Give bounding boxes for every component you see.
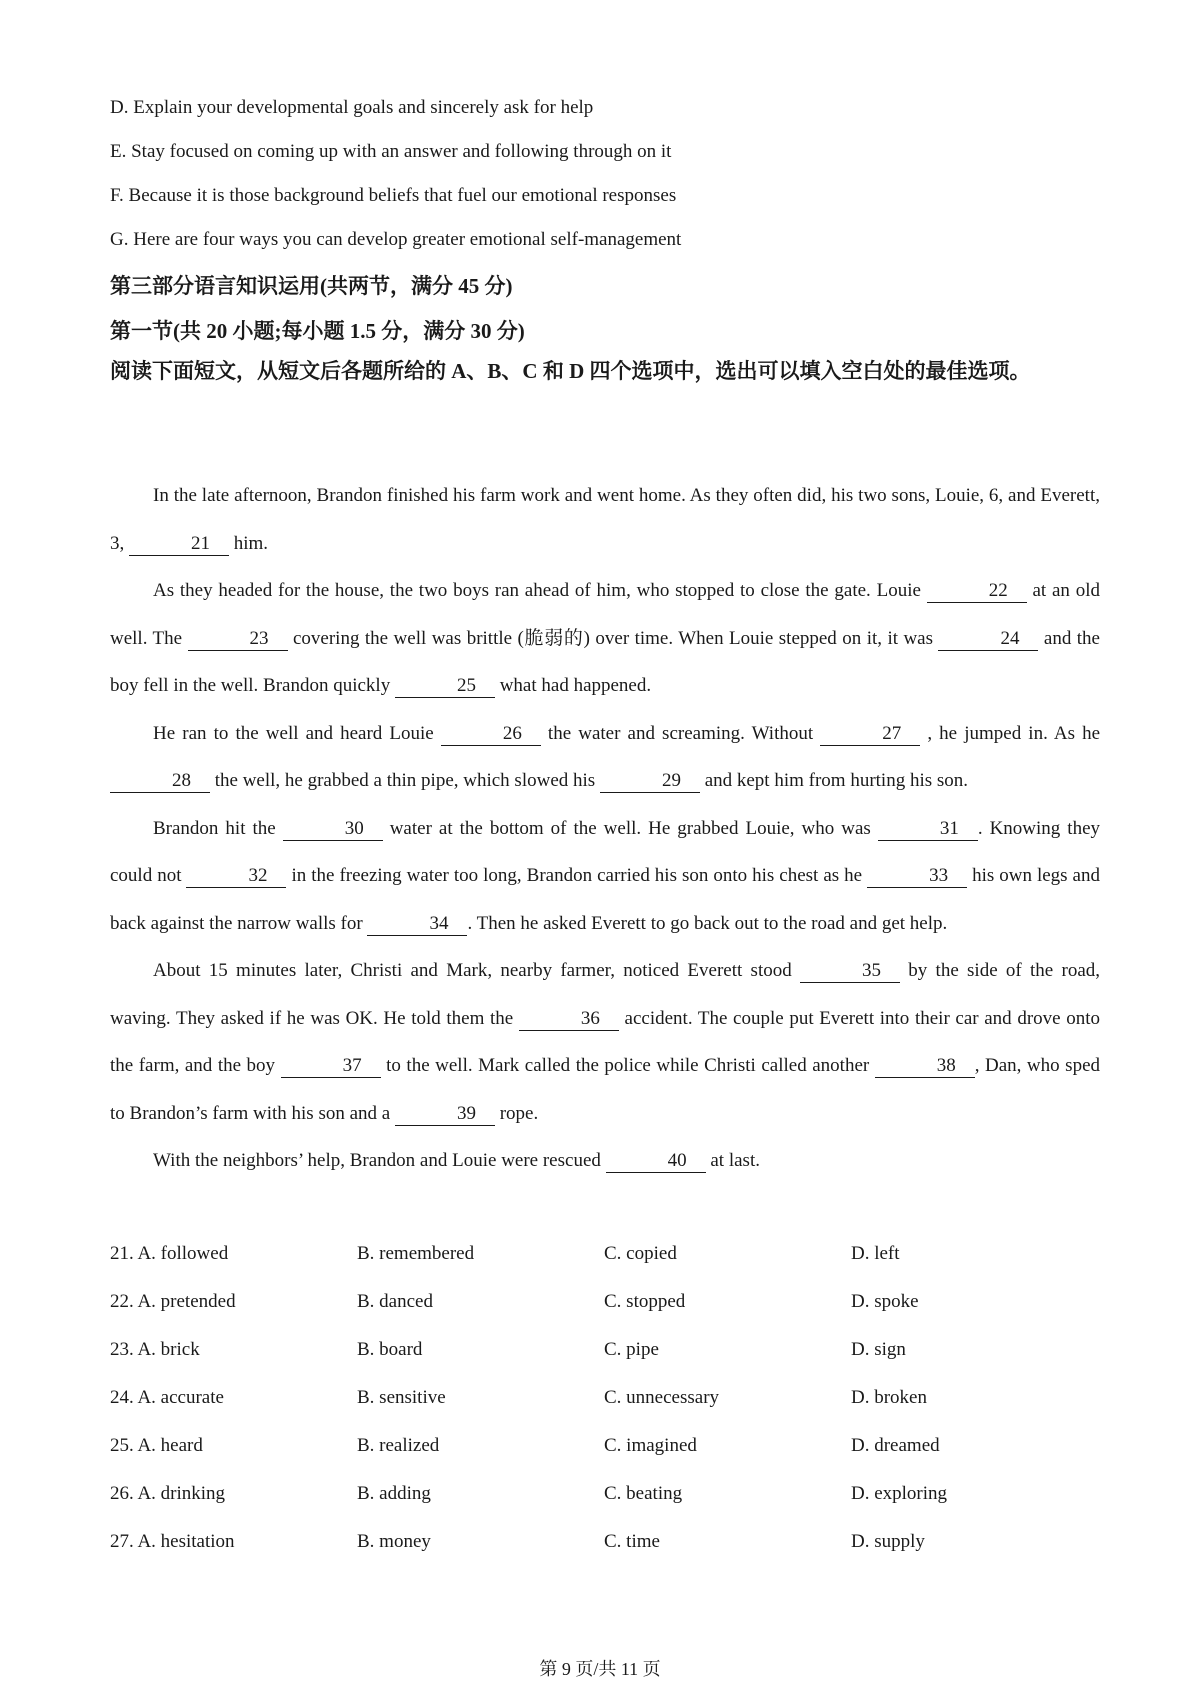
blank-23: 23 bbox=[188, 628, 288, 651]
option-d: D. Explain your developmental goals and sincerely ask for help bbox=[110, 97, 594, 118]
paragraph-3: He ran to the well and heard Louie 26 the water and screaming. Without 27 , he jumped in. As he 28 the well, he grabbed a thin pipe, which slowed his 29 and kept him from hurting his son. bbox=[110, 710, 1100, 805]
choice-b: B. danced bbox=[357, 1291, 433, 1312]
question-25 bbox=[110, 1435, 1110, 1465]
blank-32: 32 bbox=[186, 865, 286, 888]
option-g: G. Here are four ways you can develop greater emotional self-management bbox=[110, 229, 682, 250]
choice-b: B. sensitive bbox=[357, 1387, 446, 1408]
option-f: F. Because it is those background beliefs that fuel our emotional responses bbox=[110, 185, 677, 206]
choice-b: B. remembered bbox=[357, 1243, 475, 1264]
question-24 bbox=[110, 1387, 1110, 1417]
choice-d: D. exploring bbox=[851, 1483, 948, 1504]
choice-c: C. stopped bbox=[604, 1291, 686, 1312]
blank-31: 31 bbox=[878, 818, 978, 841]
cloze-passage bbox=[110, 472, 1100, 1185]
blank-22: 22 bbox=[927, 580, 1027, 603]
choice-a: 22. A. pretended bbox=[110, 1291, 236, 1312]
paragraph-2: As they headed for the house, the two boys ran ahead of him, who stopped to close the gate. Louie 22 at an old well. The 23 covering the well was brittle (脆弱的) over time. When Louie stepped on it, it was 24 and the boy fell in the well. Brandon quickly 25 what had happened. bbox=[110, 580, 1100, 696]
blank-24: 24 bbox=[938, 628, 1038, 651]
blank-30: 30 bbox=[283, 818, 383, 841]
choice-c: C. beating bbox=[604, 1483, 683, 1504]
choice-d: D. sign bbox=[851, 1339, 906, 1360]
paragraph-4: Brandon hit the 30 water at the bottom of the well. He grabbed Louie, who was 31 . Knowing they could not 32 in the freezing water too long, Brandon carried his son onto his chest as he 33 his own legs and back against the narrow walls for 34 . Then he asked Everett to go back out to the road and get help. bbox=[110, 817, 1101, 934]
choice-b: B. money bbox=[357, 1531, 431, 1552]
choice-c: C. pipe bbox=[604, 1339, 659, 1360]
question-21 bbox=[110, 1243, 1110, 1273]
choice-a: 21. A. followed bbox=[110, 1243, 229, 1264]
paragraph-1: In the late afternoon, Brandon finished his farm work and went home. As they often did, his two sons, Louie, 6, and Everett, 3, 21 him. bbox=[110, 485, 1100, 554]
blank-35: 35 bbox=[800, 960, 900, 983]
choice-a: 23. A. brick bbox=[110, 1339, 200, 1360]
choice-d: D. dreamed bbox=[851, 1435, 940, 1456]
choice-a: 27. A. hesitation bbox=[110, 1531, 235, 1552]
blank-21: 21 bbox=[129, 533, 229, 556]
blank-29: 29 bbox=[600, 770, 700, 793]
choice-a: 26. A. drinking bbox=[110, 1483, 226, 1504]
option-e: E. Stay focused on coming up with an answer and following through on it bbox=[110, 141, 672, 162]
question-26 bbox=[110, 1483, 1110, 1513]
choice-c: C. imagined bbox=[604, 1435, 697, 1456]
choice-c: C. copied bbox=[604, 1243, 677, 1264]
blank-39: 39 bbox=[395, 1103, 495, 1126]
page-footer: 第 9 页/共 11 页 bbox=[539, 1659, 661, 1679]
part3-heading: 第三部分语言知识运用(共两节，满分 45 分) bbox=[110, 274, 513, 298]
choice-a: 24. A. accurate bbox=[110, 1387, 224, 1408]
choice-a: 25. A. heard bbox=[110, 1435, 203, 1456]
choice-d: D. supply bbox=[851, 1531, 925, 1552]
choice-b: B. realized bbox=[357, 1435, 440, 1456]
instruction: 阅读下面短文，从短文后各题所给的 A、B、C 和 D 四个选项中，选出可以填入空白处的最佳选项。 bbox=[110, 359, 1031, 383]
blank-34: 34 bbox=[367, 913, 467, 936]
question-23 bbox=[110, 1339, 1110, 1369]
question-27 bbox=[110, 1531, 1110, 1561]
choice-c: C. time bbox=[604, 1531, 660, 1552]
blank-38: 38 bbox=[875, 1055, 975, 1078]
blank-40: 40 bbox=[606, 1150, 706, 1173]
blank-37: 37 bbox=[281, 1055, 381, 1078]
blank-26: 26 bbox=[441, 723, 541, 746]
paragraph-5: About 15 minutes later, Christi and Mark, nearby farmer, noticed Everett stood 35 by the side of the road, waving. They asked if he was OK. He told them the 36 accident. The couple put Everett into their car and drove onto the farm, and the boy 37 to the well. Mark called the police while Christi called another 38 , Dan, who sped to Brandon’s farm with his son and a 39 rope. bbox=[110, 960, 1101, 1124]
blank-27: 27 bbox=[820, 723, 920, 746]
blank-25: 25 bbox=[395, 675, 495, 698]
blank-36: 36 bbox=[519, 1008, 619, 1031]
paragraph-6: With the neighbors’ help, Brandon and Louie were rescued 40 at last. bbox=[153, 1150, 760, 1171]
blank-28: 28 bbox=[110, 770, 210, 793]
choice-c: C. unnecessary bbox=[604, 1387, 720, 1408]
choice-d: D. broken bbox=[851, 1387, 927, 1408]
choice-b: B. board bbox=[357, 1339, 423, 1360]
question-22 bbox=[110, 1291, 1110, 1321]
section1-heading: 第一节(共 20 小题;每小题 1.5 分，满分 30 分) bbox=[110, 319, 525, 343]
choice-d: D. left bbox=[851, 1243, 900, 1264]
choice-b: B. adding bbox=[357, 1483, 431, 1504]
choice-d: D. spoke bbox=[851, 1291, 919, 1312]
blank-33: 33 bbox=[867, 865, 967, 888]
